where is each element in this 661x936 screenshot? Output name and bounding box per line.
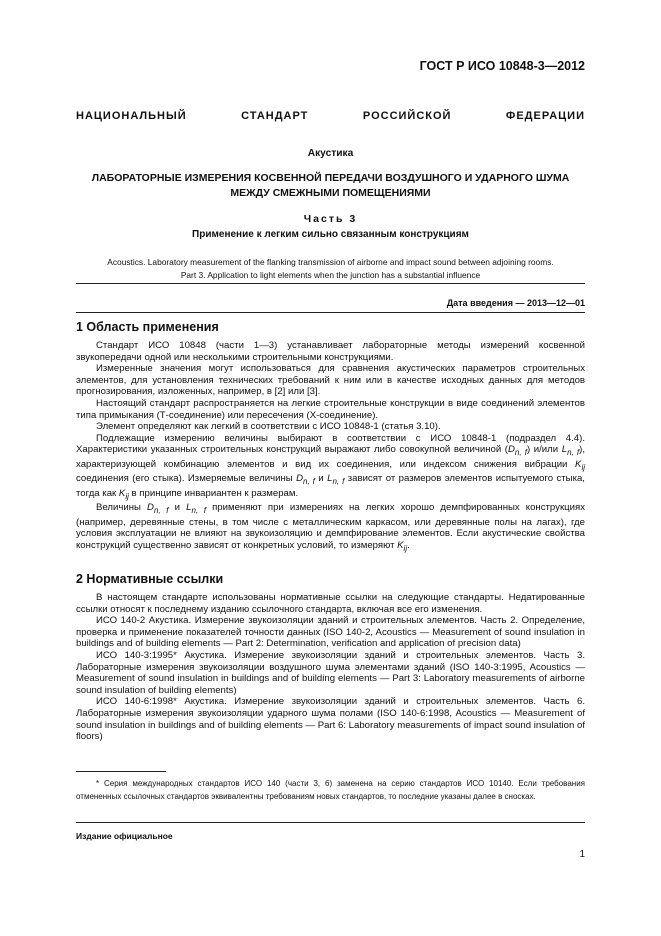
english-title-line-1: Acoustics. Laboratory measurement of the flanking transmission of airborne and impact sound between adjoining rooms.: [107, 257, 554, 267]
page-number: 1: [579, 849, 585, 860]
title-divider: [76, 283, 585, 284]
paragraph: Подлежащие измерению величины выбирают в соответствии с ИСО 10848-1 (подраздел 4.4). Характеристики указанных строительных конструкций выражают либо совокупной величиной $(D_{n, f})$ и/или $L_{n, f}$), характеризующей комбинацию элементов и вид их соединения, или индексом снижения вибрации $K_{ij}$ соединения (его стыка). Измеряемые величины $D_{n, f}$ и $L_{n, f}$ зависят от размеров элементов испытуемого стыка, тогда как $K_{ij}$ в принципе инвариантен к размерам.: [76, 432, 585, 501]
subject-heading: Акустика: [307, 148, 354, 159]
paragraph: В настоящем стандарте использованы нормативные ссылки на следующие стандарты. Недатированные ссылки относят к последнему изданию ссылочного стандарта, включая все его изменения.: [76, 592, 585, 615]
paragraph: Величины $D_{n, f}$ и $L_{n, f}$ применяют при измерениях на легких хорошо демпфированных конструкциях (например, деревянные стены, в том числе с металлическим каркасом, или деревянные полы на лагах), где условия эксплуатации не влияют на звукоизоляцию и демпфирование элементов. Если акустические свойства конструкций существенно зависят от конкретных условий, то измеряют $K_{ij}$.: [76, 502, 585, 553]
introduction-date: Дата введения — 2013—12—01: [446, 298, 585, 308]
footnote: [76, 777, 585, 803]
title-line-2: МЕЖДУ СМЕЖНЫМИ ПОМЕЩЕНИЯМИ: [230, 187, 431, 199]
date-divider: [76, 312, 585, 313]
section-2-body: [76, 592, 585, 743]
footnote-divider: [76, 771, 166, 772]
standard-designation: ГОСТ Р ИСО 10848-3—2012: [419, 59, 585, 73]
title-line-1: ЛАБОРАТОРНЫЕ ИЗМЕРЕНИЯ КОСВЕННОЙ ПЕРЕДАЧИ ВОЗДУШНОГО И УДАРНОГО ШУМА: [91, 172, 570, 184]
footnote-text: * Серия международных стандартов ИСО 140 (части 3, 6) заменена на серию стандартов ИСО 10140. Если требования отмененных ссылочных стандартов эквивалентны требованиям новых стандартов, то последние указаны далее в сносках.: [76, 779, 585, 801]
section-1-heading: 1 Область применения: [76, 320, 219, 334]
paragraph: ИСО 140-3:1995* Акустика. Измерение звукоизоляции зданий и строительных элементов. Часть 3. Лабораторные измерения звукоизоляции воздушного шума элементами зданий (ISO 140-3:1995, Acoustics — Measurement of sound insulation in buildings and of building elements — Part 3: Laboratory measurements of airborne sound insulation of building elements): [76, 649, 585, 696]
section-2-heading: 2 Нормативные ссылки: [76, 572, 224, 586]
paragraph: Стандарт ИСО 10848 (части 1—3) устанавливает лабораторные методы измерений косвенной звукопередачи одной или несколькими строительными конструкциями.: [76, 340, 585, 363]
part-title: Применение к легким сильно связанным конструкциям: [192, 229, 469, 240]
document-title: [76, 171, 585, 201]
section-1-body: [76, 340, 585, 555]
edition-label: Издание официальное: [76, 831, 173, 841]
part-label: Часть 3: [303, 213, 358, 225]
paragraph: Измеренные значения могут использоваться для сравнения акустических параметров строительных элементов, для установления технических требований к ним или в качестве исходных данных для методов прогнозирования, изложенных, например, в [2] или [3].: [76, 363, 585, 398]
national-standard-banner: НАЦИОНАЛЬНЫЙ СТАНДАРТ РОССИЙСКОЙ ФЕДЕРАЦИИ: [76, 110, 585, 122]
paragraph: ИСО 140-2 Акустика. Измерение звукоизоляции зданий и строительных элементов. Часть 2. Определение, проверка и применение показателей точности данных (ISO 140-2, Acoustics — Measurement of sound insulation in buildings and of building elements — Part 2: Determination, verification and application of precision data): [76, 615, 585, 650]
footer-divider: [76, 822, 585, 823]
paragraph: Настоящий стандарт распространяется на легкие строительные конструкции в виде соединений элементов типа примыкания (Т-соединение) или пересечения (Х-соединение).: [76, 397, 585, 421]
paragraph: ИСО 140-6:1998* Акустика. Измерение звукоизоляции зданий и строительных элементов. Часть 6. Лабораторные измерения звукоизоляции ударного шума полами (ISO 140-6:1998, Acoustics — Measurement of sound insulation in buildings and of building elements — Part 6: Laboratory measurements of impact sound insulation of floors): [76, 696, 585, 743]
english-title: [76, 256, 585, 282]
paragraph: Элемент определяют как легкий в соответствии с ИСО 10848-1 (статья 3.10).: [96, 421, 441, 433]
english-title-line-2: Part 3. Application to light elements when the junction has a substantial influence: [180, 270, 481, 280]
